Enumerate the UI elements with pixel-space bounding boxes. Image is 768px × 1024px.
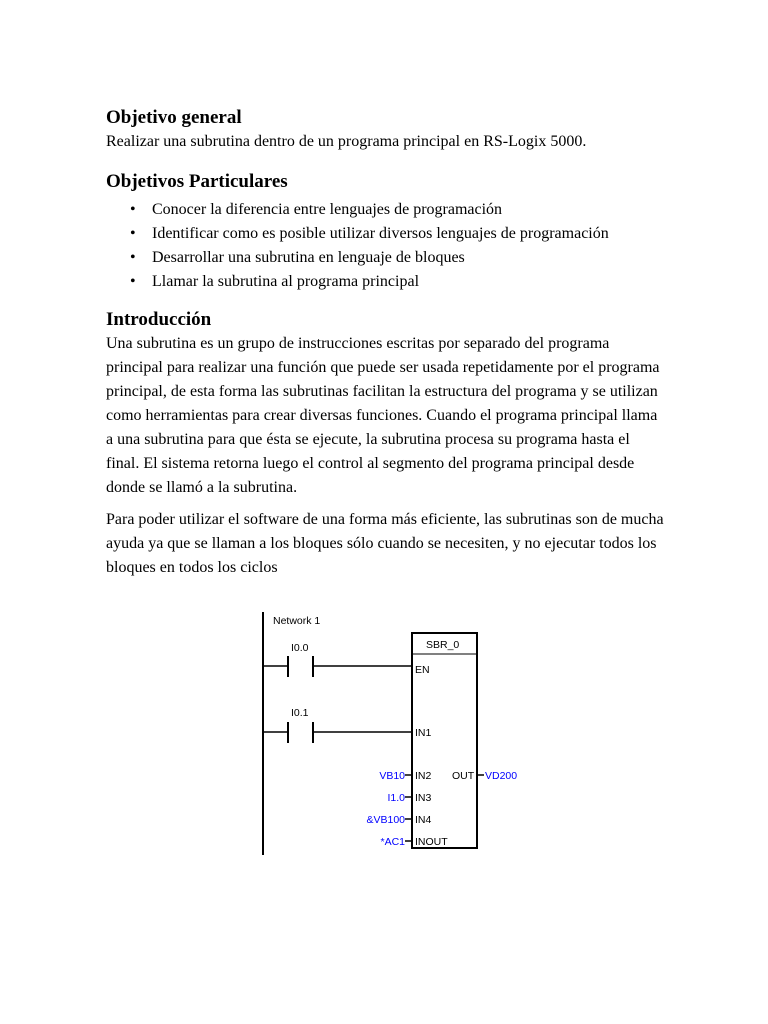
pin-out: OUT	[452, 770, 475, 782]
heading-objetivo-general: Objetivo general	[106, 107, 242, 128]
pin-en: EN	[415, 664, 430, 676]
pin-in3: IN3	[415, 792, 432, 804]
list-item: • Identificar como es posible utilizar diversos lenguajes de programación	[106, 222, 666, 246]
heading-objetivos-particulares: Objetivos Particulares	[106, 171, 288, 192]
contact-label-2: I0.1	[291, 707, 309, 719]
operand-in3: I1.0	[387, 792, 405, 804]
objetivo-general-text: Realizar una subrutina dentro de un programa principal en RS-Logix 5000.	[106, 133, 587, 150]
heading-introduccion: Introducción	[106, 309, 212, 330]
pin-inout: INOUT	[415, 836, 448, 848]
operand-in4: &VB100	[366, 814, 405, 826]
operand-inout: *AC1	[380, 836, 405, 848]
pin-in4: IN4	[415, 814, 432, 826]
list-item: • Conocer la diferencia entre lenguajes de programación	[106, 198, 666, 222]
list-item: • Llamar la subrutina al programa principal	[106, 270, 666, 294]
pin-in2: IN2	[415, 770, 432, 782]
operand-in2: VB10	[379, 770, 405, 782]
list-item: • Desarrollar una subrutina en lenguaje de bloques	[106, 246, 666, 270]
network-label: Network 1	[273, 615, 321, 627]
intro-paragraph-1: Una subrutina es un grupo de instrucciones escritas por separado del programa principal para realizar una función que puede ser usada repetidamente por el programa principal, de esta forma las subrutinas facilitan la estructura del programa y se utilizan como herramientas para crear diversas funciones. Cuando el programa principal llama a una subrutina para que ésta se ejecute, la subrutina procesa su programa hasta el final. El sistema retorna luego el control al segmento del programa principal desde donde se llamó a la subrutina.	[106, 335, 660, 496]
pin-in1: IN1	[415, 727, 432, 739]
operand-out: VD200	[485, 770, 518, 782]
contact-label-1: I0.0	[291, 642, 309, 654]
block-name: SBR_0	[426, 639, 460, 651]
intro-paragraph-2: Para poder utilizar el software de una forma más eficiente, las subrutinas son de mucha ayuda ya que se llaman a los bloques sólo cuando se necesiten, y no ejecutar todos los bloques en todos los ciclos	[106, 511, 664, 576]
